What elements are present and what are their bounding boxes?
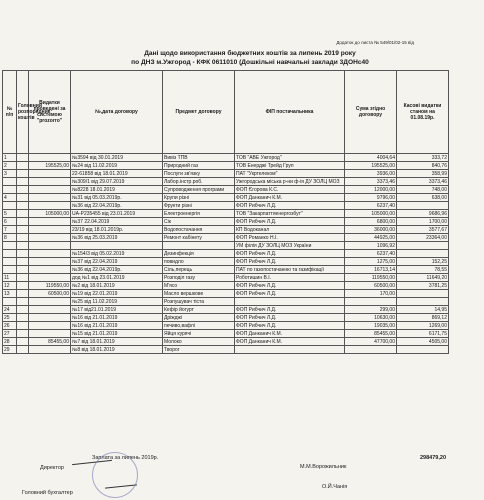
table-cell: 6171,75 <box>397 330 449 338</box>
table-cell: 3781,25 <box>397 282 449 290</box>
table-cell: 6800,00 <box>345 218 397 226</box>
table-cell: УМ філія ДУ ЗОЛЦ МОЗ України <box>235 242 345 250</box>
table-cell: №7 від 18.01.2019 <box>71 338 163 346</box>
table-cell: 1269,00 <box>397 322 449 330</box>
col-supplier: ФІП постачальника <box>235 71 345 154</box>
table-cell: 14,95 <box>397 306 449 314</box>
table-header-row <box>3 71 449 154</box>
table-cell <box>17 194 29 202</box>
table-cell <box>17 242 29 250</box>
table-cell: 119550,00 <box>345 274 397 282</box>
accountant-label: Головний бухгалтер <box>22 490 73 496</box>
table-cell <box>397 346 449 354</box>
table-row <box>3 226 449 234</box>
table-cell: ТОВ "Закарпаттяенергозбут" <box>235 210 345 218</box>
table-cell: ФОП Рибчич Л.Д. <box>235 290 345 298</box>
table-cell: Кефір йогурт <box>163 306 235 314</box>
table-cell: №31 від 05.03.2019р. <box>71 194 163 202</box>
table-cell <box>345 298 397 306</box>
table-cell <box>17 178 29 186</box>
table-cell: КП Водоканал <box>235 226 345 234</box>
table-cell <box>397 242 449 250</box>
table-cell <box>29 266 71 274</box>
table-cell: 12 <box>3 282 17 290</box>
table-cell <box>17 226 29 234</box>
table-cell <box>3 202 17 210</box>
table-cell <box>235 346 345 354</box>
table-cell: 8 <box>3 234 17 242</box>
table-cell <box>17 250 29 258</box>
table-cell: 1700,00 <box>397 218 449 226</box>
table-cell: №19 від 22.01.2019 <box>71 290 163 298</box>
col-subject: Предмет договору <box>163 71 235 154</box>
table-cell: 170,00 <box>345 290 397 298</box>
table-cell <box>3 266 17 274</box>
table-cell: дод №1 від 23.01.2019 <box>71 274 163 282</box>
table-cell: 24 <box>3 306 17 314</box>
table-row <box>3 274 449 282</box>
table-cell: 3373,46 <box>345 178 397 186</box>
table-row <box>3 218 449 226</box>
table-row <box>3 282 449 290</box>
table-cell <box>29 330 71 338</box>
table-cell: 3936,00 <box>345 170 397 178</box>
table-cell: №15 від 21.01.2019 <box>71 330 163 338</box>
table-cell: 22-61858 від 18.01.2019 <box>71 170 163 178</box>
table-cell: UA-P235455 від 23.01.2019 <box>71 210 163 218</box>
table-cell: №8228 18.01.2019 <box>71 186 163 194</box>
col-main-manager: Головний розпорядник коштів <box>17 71 29 154</box>
table-cell <box>17 338 29 346</box>
table-row <box>3 266 449 274</box>
table-cell: №25 від 11.02.2019 <box>71 298 163 306</box>
table-row <box>3 338 449 346</box>
table-cell: 19035,00 <box>345 322 397 330</box>
table-cell: ТОВ Енерджі Трейд Груп <box>235 162 345 170</box>
table-cell: 1096,92 <box>345 242 397 250</box>
table-cell: №8 від 18.01.2019 <box>71 346 163 354</box>
table-row <box>3 154 449 162</box>
table-cell: ФОП Данканич К.М. <box>235 338 345 346</box>
table-cell <box>397 290 449 298</box>
table-cell: Крупи різні <box>163 194 235 202</box>
table-cell: ФОП Рибчич Л.Д. <box>235 282 345 290</box>
table-cell: ФОП Рибчич Л.Д. <box>235 258 345 266</box>
table-cell <box>29 194 71 202</box>
title-line-1: Дані щодо використання бюджетних коштів за липень 2019 року <box>144 50 356 57</box>
table-cell: Роботишин В.І. <box>235 274 345 282</box>
table-cell <box>29 178 71 186</box>
table-cell: 23364,00 <box>397 234 449 242</box>
director-label: Директор <box>40 465 64 471</box>
table-cell: 4505,00 <box>397 338 449 346</box>
table-cell: Ужгородська міська р-ни ф-ія ДУ ЗОЛЦ МОЗ <box>235 178 345 186</box>
total-label: Заплата за липень 2019р. <box>92 455 159 461</box>
table-cell <box>17 186 29 194</box>
table-cell: ТОВ "АВЕ Ужгород" <box>235 154 345 162</box>
table-cell: №36 від 22.04.2019р. <box>71 202 163 210</box>
table-cell: 119550,00 <box>29 282 71 290</box>
table-cell: 23/19 від 18.01.2019р. <box>71 226 163 234</box>
table-cell: Супроводження програми <box>163 186 235 194</box>
table-cell: 11649,20 <box>397 274 449 282</box>
table-cell <box>397 202 449 210</box>
table-row <box>3 178 449 186</box>
table-cell: печиво,вафлі <box>163 322 235 330</box>
table-cell: 638,00 <box>397 194 449 202</box>
table-cell <box>3 242 17 250</box>
table-cell: ФОП Єгорова К.С. <box>235 186 345 194</box>
table-cell: 3577,67 <box>397 226 449 234</box>
table-cell: 27 <box>3 330 17 338</box>
col-cash-expenses: Касові видатки станом на 01.08.19р. <box>397 71 449 154</box>
title-line-2: по ДНЗ м.Ужгород - КФК 0611010 (Дошкільні навчальні заклади 3ДОНс40 <box>131 59 369 66</box>
table-cell <box>3 178 17 186</box>
table-cell <box>397 298 449 306</box>
table-cell: №154/3 від 05.02.2019 <box>71 250 163 258</box>
col-number: № п/п <box>3 71 17 154</box>
table-cell <box>29 170 71 178</box>
table-cell <box>17 170 29 178</box>
table-cell: Послуги зв'язку <box>163 170 235 178</box>
table-cell: Сіль,перець <box>163 266 235 274</box>
table-row <box>3 250 449 258</box>
table-cell <box>17 234 29 242</box>
table-cell <box>29 242 71 250</box>
table-row <box>3 330 449 338</box>
table-cell <box>17 298 29 306</box>
table-cell: 299,00 <box>345 306 397 314</box>
table-cell: 1 <box>3 154 17 162</box>
table-cell: Розпушувач тіста <box>163 298 235 306</box>
table-cell <box>345 346 397 354</box>
table-cell: Дріжджі <box>163 314 235 322</box>
table-row <box>3 186 449 194</box>
table-cell: ПАТ по газопостачанню та газифікації <box>235 266 345 274</box>
table-cell: 840,76 <box>397 162 449 170</box>
table-cell: 25 <box>3 314 17 322</box>
table-cell: 16713,14 <box>345 266 397 274</box>
table-cell: Водопостачання <box>163 226 235 234</box>
table-cell <box>17 274 29 282</box>
table-cell: Сік <box>163 218 235 226</box>
table-cell: Фрукти різні <box>163 202 235 210</box>
col-contract: №,дата договору <box>71 71 163 154</box>
table-cell <box>17 218 29 226</box>
table-cell: 28 <box>3 338 17 346</box>
table-cell: №16 від 21.01.2019 <box>71 322 163 330</box>
table-cell: 152,25 <box>397 258 449 266</box>
table-cell: 195525,00 <box>345 162 397 170</box>
table-cell <box>3 186 17 194</box>
table-cell: ФОП Рибчич Л.Д. <box>235 306 345 314</box>
table-cell: 4 <box>3 194 17 202</box>
table-cell <box>29 186 71 194</box>
table-cell <box>17 258 29 266</box>
table-cell: Творог <box>163 346 235 354</box>
table-cell: 2 <box>3 162 17 170</box>
table-cell: ФОП Рибчич Л.Д. <box>235 250 345 258</box>
table-row <box>3 194 449 202</box>
table-cell <box>29 274 71 282</box>
header-note: Додаток до листа № 549/01/02-15 від <box>336 40 414 45</box>
table-cell: Дезинфекція <box>163 250 235 258</box>
table-cell: №2 від 18.01.2019 <box>71 282 163 290</box>
table-cell <box>17 266 29 274</box>
table-cell <box>29 234 71 242</box>
table-cell: 358,99 <box>397 170 449 178</box>
table-cell: 44925,00 <box>345 234 397 242</box>
table-cell: ФОП Рибчич Л.Д. <box>235 322 345 330</box>
table-cell: 36000,00 <box>345 226 397 234</box>
table-row <box>3 306 449 314</box>
table-cell: Розподіл газу <box>163 274 235 282</box>
table-cell: №36 від 25.03.2019 <box>71 234 163 242</box>
table-cell: 85455,00 <box>345 330 397 338</box>
table-cell: 26 <box>3 322 17 330</box>
table-cell: 6 <box>3 218 17 226</box>
table-cell <box>29 218 71 226</box>
table-cell <box>29 226 71 234</box>
table-cell: 47700,00 <box>345 338 397 346</box>
expenses-table <box>2 70 449 354</box>
table-cell: Молоко <box>163 338 235 346</box>
table-cell: 12000,00 <box>345 186 397 194</box>
table-cell: 10630,00 <box>345 314 397 322</box>
table-cell: 3 <box>3 170 17 178</box>
table-cell: №3594 від 30.01.2019 <box>71 154 163 162</box>
table-cell <box>17 290 29 298</box>
table-cell <box>3 258 17 266</box>
table-cell: 11 <box>3 274 17 282</box>
table-cell <box>397 250 449 258</box>
table-cell: ПАТ "Укртелеком" <box>235 170 345 178</box>
col-prozorro: Видатки проведені за системою "prozorro" <box>29 71 71 154</box>
table-cell: Ремонт кабінету <box>163 234 235 242</box>
table-cell: 7 <box>3 226 17 234</box>
table-cell <box>3 298 17 306</box>
table-cell: повидло <box>163 258 235 266</box>
table-cell: №16 від 21.01.2019 <box>71 314 163 322</box>
table-cell: Масло вершкове <box>163 290 235 298</box>
table-cell <box>3 250 17 258</box>
table-cell <box>17 322 29 330</box>
table-cell <box>17 314 29 322</box>
table-cell <box>17 210 29 218</box>
table-cell: 748,00 <box>397 186 449 194</box>
table-row <box>3 170 449 178</box>
table-body <box>3 154 449 354</box>
table-cell <box>235 298 345 306</box>
table-row <box>3 210 449 218</box>
table-cell: ФОП Данканич К.М. <box>235 330 345 338</box>
table-row <box>3 298 449 306</box>
table-cell: ФОП Рибчич Л.Д. <box>235 202 345 210</box>
col-contract-sum: Сума згідно договору <box>345 71 397 154</box>
table-cell: 5 <box>3 210 17 218</box>
table-cell <box>17 202 29 210</box>
table-cell: 29 <box>3 346 17 354</box>
table-cell <box>163 242 235 250</box>
table-cell <box>29 298 71 306</box>
table-cell: 195525,00 <box>29 162 71 170</box>
director-name: М.М.Ворожильник <box>300 464 347 470</box>
table-cell: 1275,00 <box>345 258 397 266</box>
table-cell: 9686,96 <box>397 210 449 218</box>
table-cell: 9796,00 <box>345 194 397 202</box>
table-cell: 6237,40 <box>345 202 397 210</box>
table-cell <box>29 346 71 354</box>
accountant-name: О.Й.Чанія <box>322 484 348 490</box>
table-cell: 105000,00 <box>29 210 71 218</box>
table-cell: Лабор.інстр.роб. <box>163 178 235 186</box>
table-row <box>3 258 449 266</box>
table-cell <box>17 330 29 338</box>
table-cell <box>29 250 71 258</box>
table-cell <box>29 202 71 210</box>
table-cell <box>29 314 71 322</box>
table-cell: №24 від 11.02.2019 <box>71 162 163 170</box>
table-cell <box>17 346 29 354</box>
table-row <box>3 290 449 298</box>
table-cell: 333,72 <box>397 154 449 162</box>
table-cell: Природний газ <box>163 162 235 170</box>
table-row <box>3 346 449 354</box>
table-cell: 4004,64 <box>345 154 397 162</box>
table-cell <box>17 306 29 314</box>
table-cell: №309/1 від 29.07.2019 <box>71 178 163 186</box>
table-cell <box>71 242 163 250</box>
table-cell <box>29 258 71 266</box>
table-cell: Електроенергія <box>163 210 235 218</box>
table-cell: 3373,46 <box>397 178 449 186</box>
table-cell: №37 від 22.04.2019 <box>71 258 163 266</box>
table-cell: Яйця курячі <box>163 330 235 338</box>
table-cell: 869,12 <box>397 314 449 322</box>
table-cell: 105000,00 <box>345 210 397 218</box>
table-row <box>3 314 449 322</box>
official-stamp <box>92 452 138 498</box>
table-cell: Вивіз ТПВ <box>163 154 235 162</box>
table-cell: 13 <box>3 290 17 298</box>
table-cell: 60500,00 <box>29 290 71 298</box>
table-cell <box>29 322 71 330</box>
table-row <box>3 322 449 330</box>
table-row <box>3 242 449 250</box>
table-cell: ФОП Романко Н.І. <box>235 234 345 242</box>
table-row <box>3 202 449 210</box>
table-cell: №17 від21.01.2019 <box>71 306 163 314</box>
total-value: 298479,20 <box>420 455 446 461</box>
table-cell: 60500,00 <box>345 282 397 290</box>
table-cell <box>29 154 71 162</box>
table-cell: 78,55 <box>397 266 449 274</box>
table-cell: №37 22.04.2019 <box>71 218 163 226</box>
table-cell: №36 від 22.04.2019р. <box>71 266 163 274</box>
table-row <box>3 162 449 170</box>
table-cell: ФОП Рибчич Л.Д. <box>235 314 345 322</box>
table-cell: ФОП Рибчич Л.Д. <box>235 218 345 226</box>
table-cell: ФОП Данканич К.М. <box>235 194 345 202</box>
table-cell: 6237,40 <box>345 250 397 258</box>
table-cell <box>17 154 29 162</box>
table-cell <box>17 162 29 170</box>
table-cell <box>17 282 29 290</box>
table-cell: 85455,00 <box>29 338 71 346</box>
table-row <box>3 234 449 242</box>
table-cell: М'ясо <box>163 282 235 290</box>
table-cell <box>29 306 71 314</box>
